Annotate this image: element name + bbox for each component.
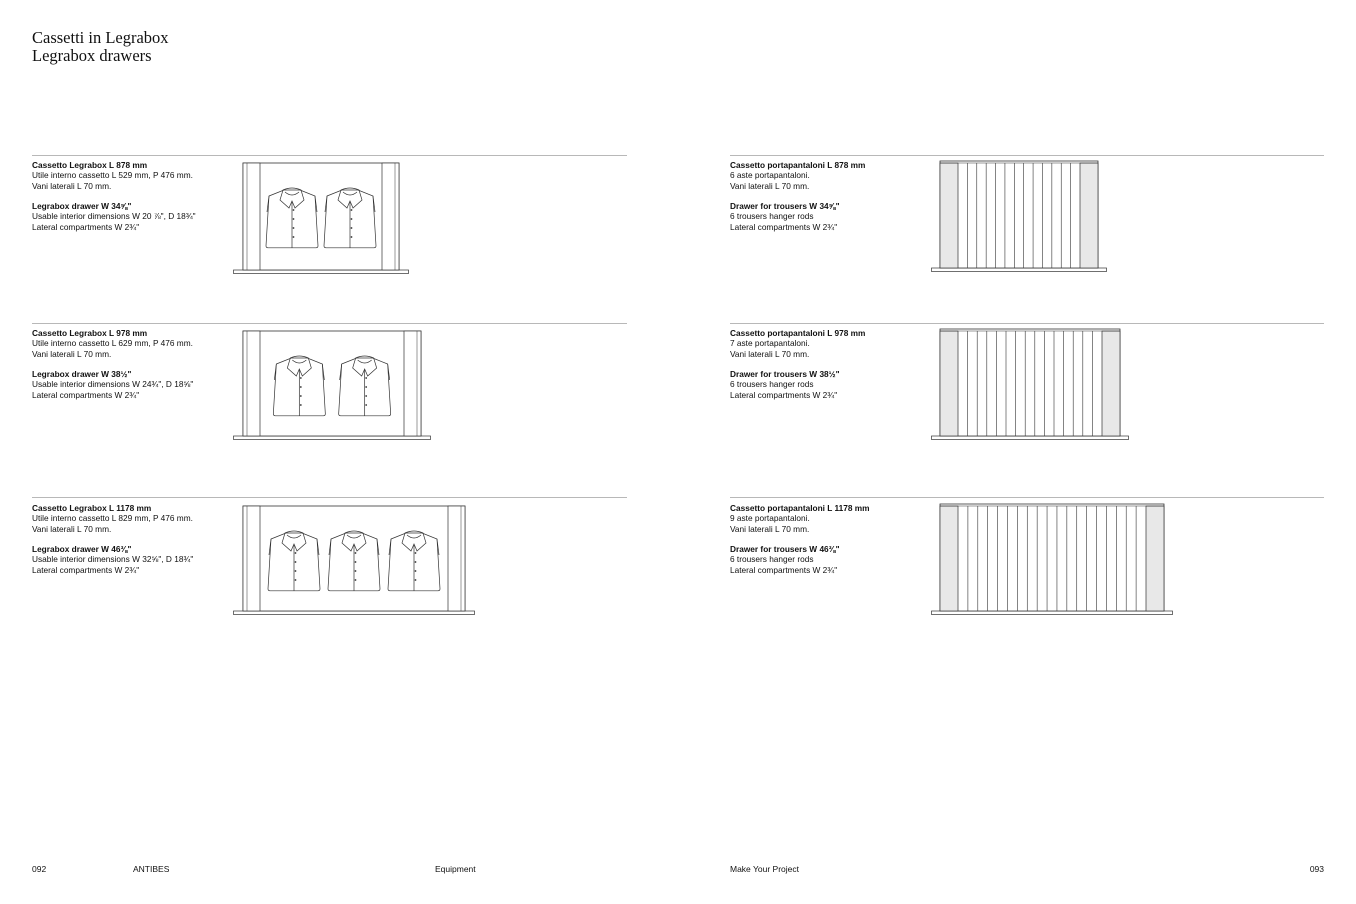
shirt-button-dot	[355, 552, 357, 554]
shirt-button-dot	[365, 404, 367, 406]
spec-line: Utile interno cassetto L 629 mm, P 476 mm.	[32, 338, 193, 349]
lateral-compartment-left	[243, 506, 260, 611]
shirt-button-dot	[295, 552, 297, 554]
shirt-button-dot	[300, 395, 302, 397]
trouser-drawer-spec-1178	[730, 503, 930, 575]
drawer-spec-978	[32, 328, 232, 400]
drawer-frame	[940, 329, 1120, 436]
spec-line: 6 trousers hanger rods	[730, 554, 814, 565]
page-title-english: Legrabox drawers	[32, 46, 152, 65]
page-number-right: 093	[1309, 864, 1324, 874]
spec-line: 6 aste portapantaloni.	[730, 170, 810, 181]
page-title	[32, 29, 169, 65]
trouser-drawer-spec-878	[730, 160, 930, 232]
shirt-button-dot	[415, 561, 417, 563]
shirt-button-dot	[415, 579, 417, 581]
shirt-button-dot	[351, 209, 353, 211]
spec-title-italian: Cassetto Legrabox L 978 mm	[32, 328, 148, 338]
spec-line: Vani laterali L 70 mm.	[730, 523, 810, 534]
shirt-button-dot	[295, 561, 297, 563]
shirt-button-dot	[295, 579, 297, 581]
drawer-base	[932, 436, 1129, 440]
lateral-compartment-right	[448, 506, 465, 611]
spec-line: Lateral compartments W 2¾"	[32, 389, 140, 400]
shirt-button-dot	[293, 218, 295, 220]
spec-title-english: Legrabox drawer W 46⅜"	[32, 544, 132, 555]
drawer-spec-878	[32, 160, 232, 232]
spec-line: 6 trousers hanger rods	[730, 211, 814, 222]
footer-section: Equipment	[435, 864, 476, 874]
drawer-frame	[940, 161, 1098, 268]
spec-title-english: Drawer for trousers W 38½"	[730, 369, 840, 380]
lateral-compartment-right	[382, 163, 399, 270]
spec-title-italian: Cassetto portapantaloni L 978 mm	[730, 328, 866, 338]
drawer-spec-1178	[32, 503, 232, 575]
shirt-button-dot	[300, 386, 302, 388]
spec-line: Usable interior dimensions W 20 ⅞", D 18¾"	[32, 211, 196, 222]
spec-line: Utile interno cassetto L 829 mm, P 476 mm.	[32, 513, 193, 524]
shirt-button-dot	[293, 227, 295, 229]
shirt-button-dot	[415, 552, 417, 554]
shirt-button-dot	[365, 395, 367, 397]
spec-line: Lateral compartments W 2¾"	[32, 221, 140, 232]
spec-line: Vani laterali L 70 mm.	[32, 180, 112, 191]
shirt-button-dot	[293, 236, 295, 238]
spec-line: Lateral compartments W 2¾"	[730, 389, 838, 400]
footer-chapter: Make Your Project	[730, 864, 799, 874]
section-divider	[32, 155, 627, 156]
drawer-frame	[243, 163, 399, 270]
page-title-italian: Cassetti in Legrabox	[32, 28, 169, 47]
shirt-drawer-drawing-978	[233, 330, 431, 442]
shirt-button-dot	[415, 570, 417, 572]
shirt-button-dot	[355, 579, 357, 581]
spec-title-english: Drawer for trousers W 34⅝"	[730, 201, 840, 212]
trouser-drawer-drawing-878	[931, 160, 1107, 274]
spec-line: 6 trousers hanger rods	[730, 379, 814, 390]
shirt-button-dot	[293, 209, 295, 211]
drawer-base	[932, 268, 1107, 272]
lateral-compartment-left	[243, 331, 260, 436]
shirt-button-dot	[300, 377, 302, 379]
section-divider	[32, 497, 627, 498]
spec-line: 7 aste portapantaloni.	[730, 338, 810, 349]
spec-line: Vani laterali L 70 mm.	[730, 180, 810, 191]
spec-title-italian: Cassetto Legrabox L 878 mm	[32, 160, 148, 170]
shirt-button-dot	[300, 404, 302, 406]
drawer-base	[234, 611, 475, 615]
lateral-compartment-right	[1102, 331, 1120, 436]
trouser-drawer-drawing-978	[931, 328, 1129, 442]
shirt-button-dot	[365, 377, 367, 379]
drawer-base	[234, 436, 431, 440]
spec-title-italian: Cassetto portapantaloni L 878 mm	[730, 160, 866, 170]
shirt-button-dot	[351, 236, 353, 238]
lateral-compartment-right	[1146, 506, 1164, 611]
lateral-compartment-right	[1080, 163, 1098, 268]
lateral-compartment-left	[940, 506, 958, 611]
spec-line: Vani laterali L 70 mm.	[730, 348, 810, 359]
section-divider	[730, 155, 1324, 156]
section-divider	[730, 323, 1324, 324]
spec-title-english: Legrabox drawer W 34⅝"	[32, 201, 132, 212]
section-divider	[730, 497, 1324, 498]
shirt-drawer-drawing-878	[233, 162, 409, 276]
spec-line: Utile interno cassetto L 529 mm, P 476 mm.	[32, 170, 193, 181]
spec-line: Usable interior dimensions W 32⅝", D 18¾"	[32, 554, 194, 565]
lateral-compartment-left	[940, 331, 958, 436]
spec-title-italian: Cassetto Legrabox L 1178 mm	[32, 503, 152, 513]
spec-line: Vani laterali L 70 mm.	[32, 523, 112, 534]
spec-title-english: Legrabox drawer W 38½"	[32, 369, 132, 380]
page-number-left: 092	[32, 864, 47, 874]
lateral-compartment-left	[940, 163, 958, 268]
spec-line: Usable interior dimensions W 24¾", D 18⅝"	[32, 379, 194, 390]
spec-title-italian: Cassetto portapantaloni L 1178 mm	[730, 503, 870, 513]
shirt-button-dot	[351, 227, 353, 229]
spec-line: Lateral compartments W 2¾"	[730, 564, 838, 575]
spec-title-english: Drawer for trousers W 46⅜"	[730, 544, 840, 555]
trouser-drawer-spec-978	[730, 328, 930, 400]
spec-line: Lateral compartments W 2¾"	[32, 564, 140, 575]
lateral-compartment-right	[404, 331, 421, 436]
drawer-base	[234, 270, 409, 274]
lateral-compartment-left	[243, 163, 260, 270]
spec-line: Lateral compartments W 2¾"	[730, 221, 838, 232]
shirt-button-dot	[355, 561, 357, 563]
spec-line: 9 aste portapantaloni.	[730, 513, 810, 524]
shirt-button-dot	[351, 218, 353, 220]
shirt-button-dot	[365, 386, 367, 388]
drawer-frame	[243, 331, 421, 436]
trouser-drawer-drawing-1178	[931, 503, 1173, 617]
shirt-drawer-drawing-1178	[233, 505, 475, 617]
drawer-frame	[940, 504, 1164, 611]
drawer-base	[932, 611, 1173, 615]
footer-brand: ANTIBES	[133, 864, 170, 874]
shirt-button-dot	[295, 570, 297, 572]
spec-line: Vani laterali L 70 mm.	[32, 348, 112, 359]
shirt-button-dot	[355, 570, 357, 572]
section-divider	[32, 323, 627, 324]
